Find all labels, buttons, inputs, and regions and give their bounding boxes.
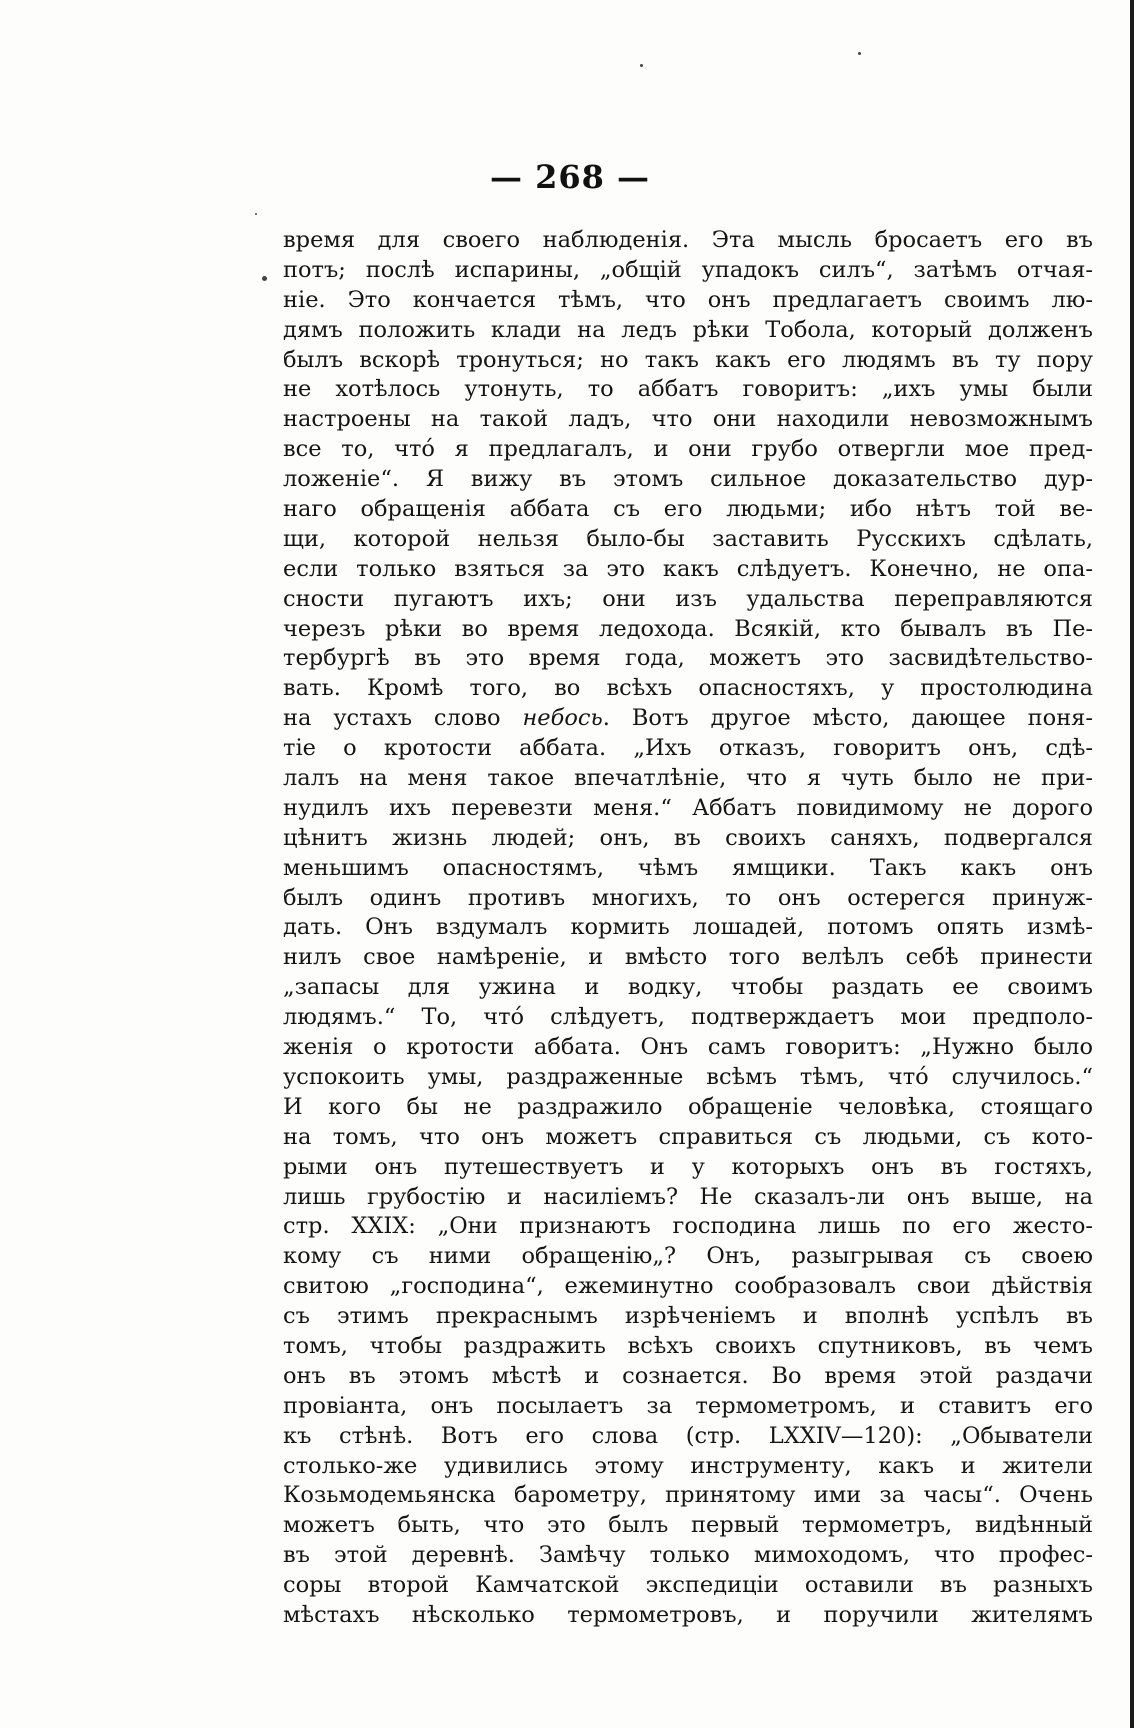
text-line: меньшимъ опасностямъ, чѣмъ ямщики. Такъ какъ онъ (283, 854, 1093, 881)
text-line: наго обращенія аббата съ его людьми; ибо нѣтъ той ве- (283, 496, 1093, 523)
text-line: томъ, чтобы раздражить всѣхъ своихъ спутниковъ, въ чемъ (283, 1332, 1093, 1359)
text-line: кому съ ними обращенію„? Онъ, разыгрывая съ своею (283, 1243, 1093, 1270)
text-line: къ стѣнѣ. Вотъ его слова (стр. LXXIV—120): „Обыватели (283, 1422, 1093, 1449)
text-line: онъ въ этомъ мѣстѣ и сознается. Во время этой раздачи (283, 1362, 1093, 1389)
text-line: съ этимъ прекраснымъ изрѣченіемъ и вполнѣ успѣлъ въ (283, 1303, 1093, 1330)
text-line: настроены на такой ладъ, что они находили невозможнымъ (283, 406, 1093, 433)
text-line: время для своего наблюденія. Эта мысль бросаетъ его въ (283, 227, 1093, 253)
text-line: дямъ положить клади на ледъ рѣки Тобола, который долженъ (283, 316, 1093, 343)
body-text (283, 226, 1093, 1631)
text-line: на устахъ слово небось. Вотъ другое мѣсто, дающее поня- (283, 705, 1093, 732)
text-line: ніе. Это кончается тѣмъ, что онъ предлагаетъ своимъ лю- (283, 286, 1093, 313)
text-line: тербургѣ въ это время года, можетъ это засвидѣтельство- (283, 645, 1093, 672)
text-line: провіанта, онъ посылаетъ за термометромъ, и ставитъ его (283, 1392, 1093, 1419)
text-line: свитою „господина“, ежеминутно сообразовалъ свои дѣйствія (283, 1273, 1093, 1300)
text-line: можетъ быть, что это былъ первый термометръ, видѣнный (283, 1512, 1093, 1539)
text-line: успокоить умы, раздраженные всѣмъ тѣмъ, что́ случилось.“ (283, 1063, 1093, 1090)
text-line: людямъ.“ То, что́ слѣдуетъ, подтверждаетъ мои предполо- (283, 1004, 1093, 1031)
text-line: соры второй Камчатской экспедиціи оставили въ разныхъ (283, 1572, 1093, 1599)
text-line: столько-же удивились этому инструменту, какъ и жители (283, 1452, 1093, 1479)
text-line: нилъ свое намѣреніе, и вмѣсто того велѣлъ себѣ принести (283, 944, 1093, 971)
text-line: ложеніе“. Я вижу въ этомъ сильное доказательство дур- (283, 466, 1093, 493)
page-number: — 268 — (489, 158, 651, 196)
text-line: если только взяться за это какъ слѣдуетъ. Конечно, не опа- (283, 555, 1093, 582)
text-line: лалъ на меня такое впечатлѣніе, что я чуть было не при- (283, 765, 1093, 792)
text-line: былъ одинъ противъ многихъ, то онъ остерегся принуж- (283, 884, 1093, 911)
text-line: цѣнитъ жизнь людей; онъ, въ своихъ саняхъ, подвергался (283, 824, 1093, 851)
text-line: нудилъ ихъ перевезти меня.“ Аббатъ повидимому не дорого (283, 794, 1093, 821)
text-line: дать. Онъ вздумалъ кормить лошадей, потомъ опять измѣ- (283, 914, 1093, 941)
text-line: потъ; послѣ испарины, „общій упадокъ силъ“, затѣмъ отчая- (283, 256, 1093, 283)
text-line: на томъ, что онъ можетъ справиться съ людьми, съ кото- (283, 1123, 1093, 1150)
text-line: все то, что́ я предлагалъ, и они грубо отвергли мое пред- (283, 436, 1093, 463)
text-line: рыми онъ путешествуетъ и у которыхъ онъ въ гостяхъ, (283, 1153, 1093, 1180)
text-line: „запасы для ужина и водку, чтобы раздать ее своимъ (283, 974, 1093, 1001)
text-line: тіе о кротости аббата. „Ихъ отказъ, говоритъ онъ, сдѣ- (283, 735, 1093, 762)
text-line: щи, которой нельзя было-бы заставить Русскихъ сдѣлать, (283, 525, 1093, 552)
text-line: въ этой деревнѣ. Замѣчу только мимоходомъ, что профес- (283, 1542, 1093, 1569)
text-line: черезъ рѣки во время ледохода. Всякій, кто бывалъ въ Пе- (283, 615, 1093, 642)
text-line: лишь грубостію и насиліемъ? Не сказалъ-ли онъ выше, на (283, 1183, 1093, 1210)
text-line: не хотѣлось утонуть, то аббатъ говоритъ: „ихъ умы были (283, 376, 1093, 403)
text-line: вать. Кромѣ того, во всѣхъ опасностяхъ, у простолюдина (283, 675, 1093, 702)
text-line: мѣстахъ нѣсколько термометровъ, и поручили жителямъ (283, 1601, 1093, 1628)
italic-word: небось (522, 705, 603, 732)
text-line: женія о кротости аббата. Онъ самъ говоритъ: „Нужно было (283, 1034, 1093, 1061)
text-line: сности пугаютъ ихъ; они изъ удальства переправляются (283, 585, 1093, 612)
text-line: Козьмодемьянска барометру, принятому ими за часы“. Очень (283, 1482, 1093, 1509)
text-line: былъ вскорѣ тронуться; но такъ какъ его людямъ въ ту пору (283, 346, 1093, 373)
text-line: И кого бы не раздражило обращеніе человѣка, стоящаго (283, 1093, 1093, 1120)
text-line: стр. XXIX: „Они признаютъ господина лишь по его жесто- (283, 1213, 1093, 1240)
scan-edge-line (1130, 0, 1134, 1728)
